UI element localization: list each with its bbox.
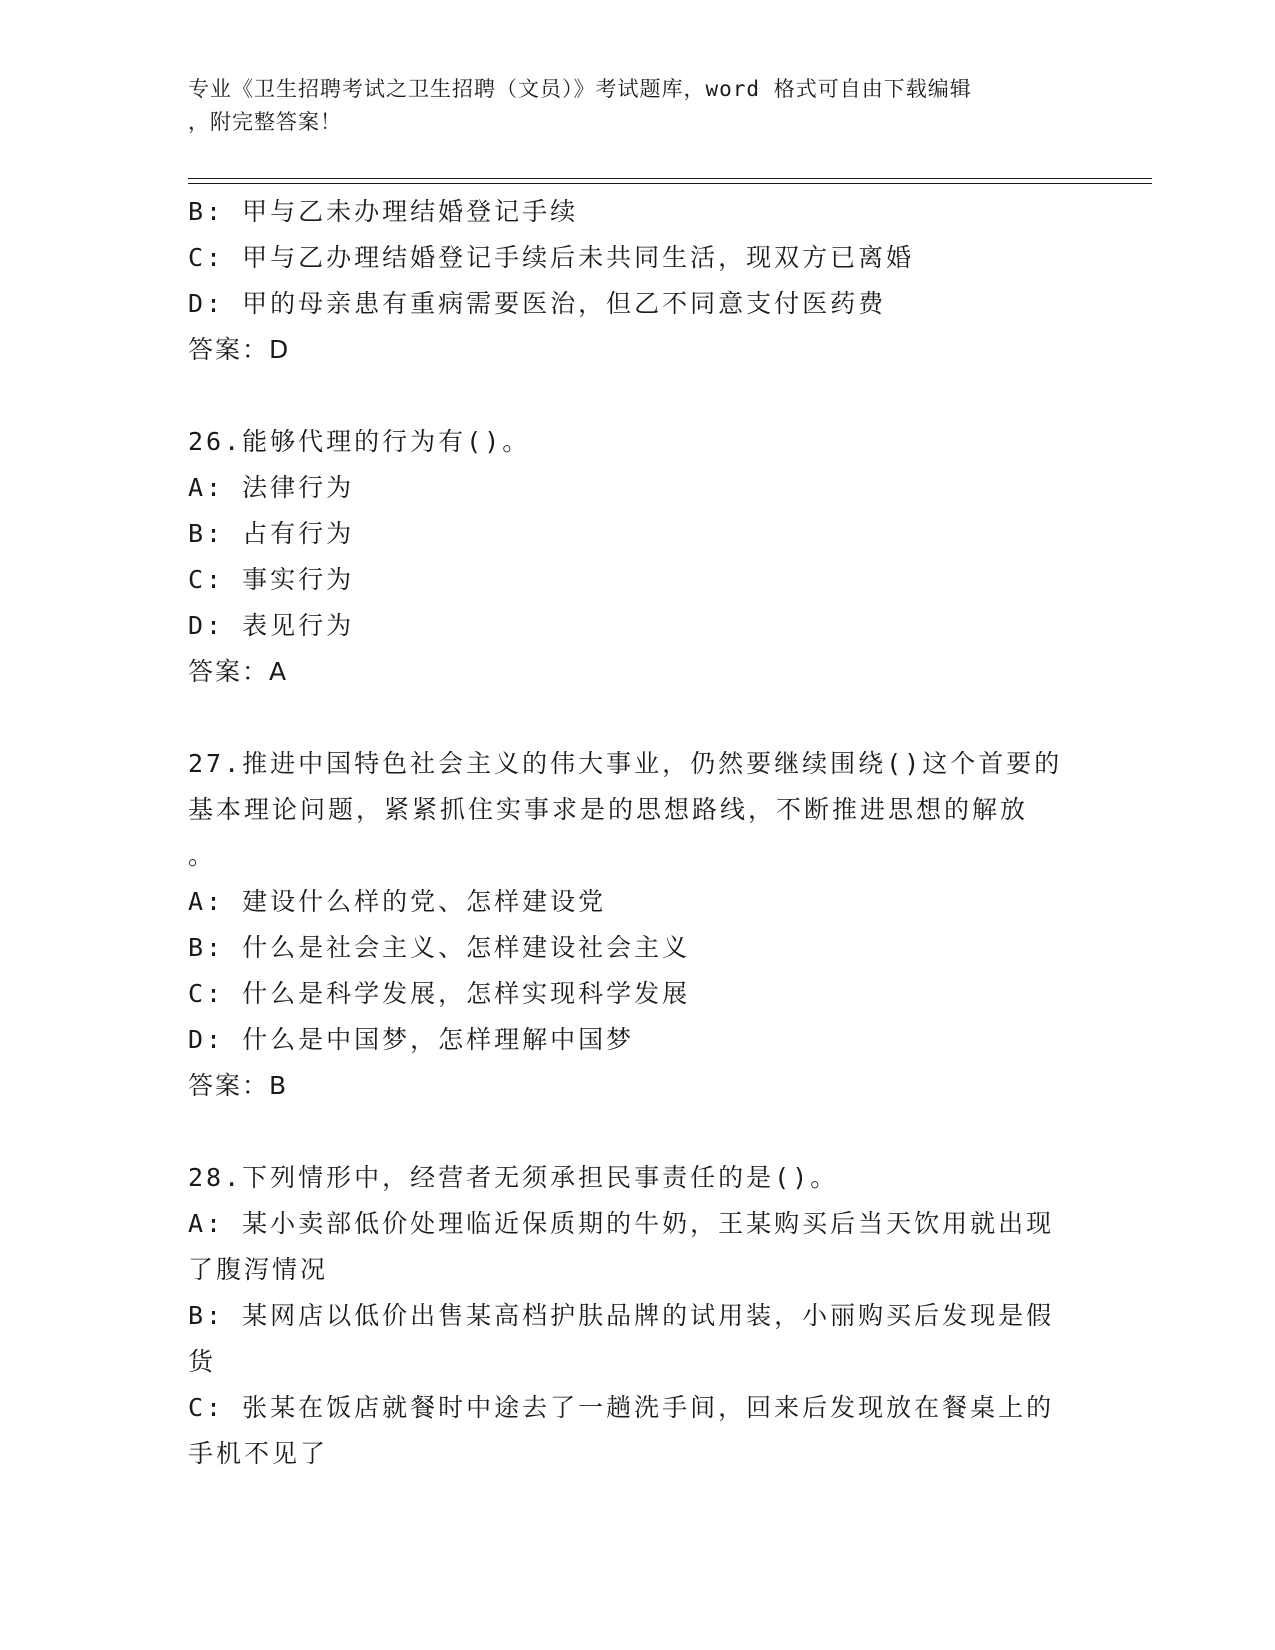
q28-option-a-line-1: A: 某小卖部低价处理临近保质期的牛奶，王某购买后当天饮用就出现 (188, 1209, 1055, 1238)
q25-option-c: C: 甲与乙办理结婚登记手续后未共同生活，现双方已离婚 (188, 243, 915, 272)
q26-option-d: D: 表见行为 (188, 611, 355, 640)
question-28 (188, 1155, 1088, 1477)
header-divider-top (188, 178, 1152, 179)
q28-question: 28.下列情形中，经营者无须承担民事责任的是()。 (188, 1163, 839, 1192)
header-divider-bottom (188, 183, 1152, 184)
question-27 (188, 741, 1088, 1109)
q28-option-b-line-2: 货 (188, 1347, 217, 1376)
q27-question-line-1: 27.推进中国特色社会主义的伟大事业，仍然要继续围绕()这个首要的 (188, 749, 1063, 778)
q26-option-a: A: 法律行为 (188, 473, 355, 502)
header-line-1: 专业《卫生招聘考试之卫生招聘（文员）》考试题库，word 格式可自由下载编辑 (188, 77, 972, 101)
q27-answer: 答案：B (188, 1071, 289, 1100)
q28-option-b-line-1: B: 某网店以低价出售某高档护肤品牌的试用装，小丽购买后发现是假 (188, 1301, 1055, 1330)
q25-answer: 答案：D (188, 335, 291, 364)
q26-answer: 答案：A (188, 657, 289, 686)
q27-option-c: C: 什么是科学发展，怎样实现科学发展 (188, 979, 691, 1008)
document-header (188, 73, 1068, 139)
q28-option-a-line-2: 了腹泻情况 (188, 1255, 329, 1284)
q25-option-b: B: 甲与乙未办理结婚登记手续 (188, 197, 579, 226)
q27-question-line-2: 基本理论问题，紧紧抓住实事求是的思想路线，不断推进思想的解放 (188, 795, 1029, 824)
q27-option-b: B: 什么是社会主义、怎样建设社会主义 (188, 933, 691, 962)
q25-option-d: D: 甲的母亲患有重病需要医治，但乙不同意支付医药费 (188, 289, 887, 318)
question-25 (188, 189, 1088, 373)
q28-option-c-line-1: C: 张某在饭店就餐时中途去了一趟洗手间，回来后发现放在餐桌上的 (188, 1393, 1055, 1422)
q26-option-b: B: 占有行为 (188, 519, 355, 548)
q26-question: 26.能够代理的行为有()。 (188, 427, 531, 456)
q27-question-line-3: 。 (188, 841, 217, 870)
question-26 (188, 419, 1088, 695)
q26-option-c: C: 事实行为 (188, 565, 355, 594)
q28-option-c-line-2: 手机不见了 (188, 1439, 329, 1468)
header-line-2: ，附完整答案！ (188, 110, 342, 134)
question-list (188, 189, 1088, 1477)
q27-option-a: A: 建设什么样的党、怎样建设党 (188, 887, 607, 916)
q27-option-d: D: 什么是中国梦，怎样理解中国梦 (188, 1025, 635, 1054)
